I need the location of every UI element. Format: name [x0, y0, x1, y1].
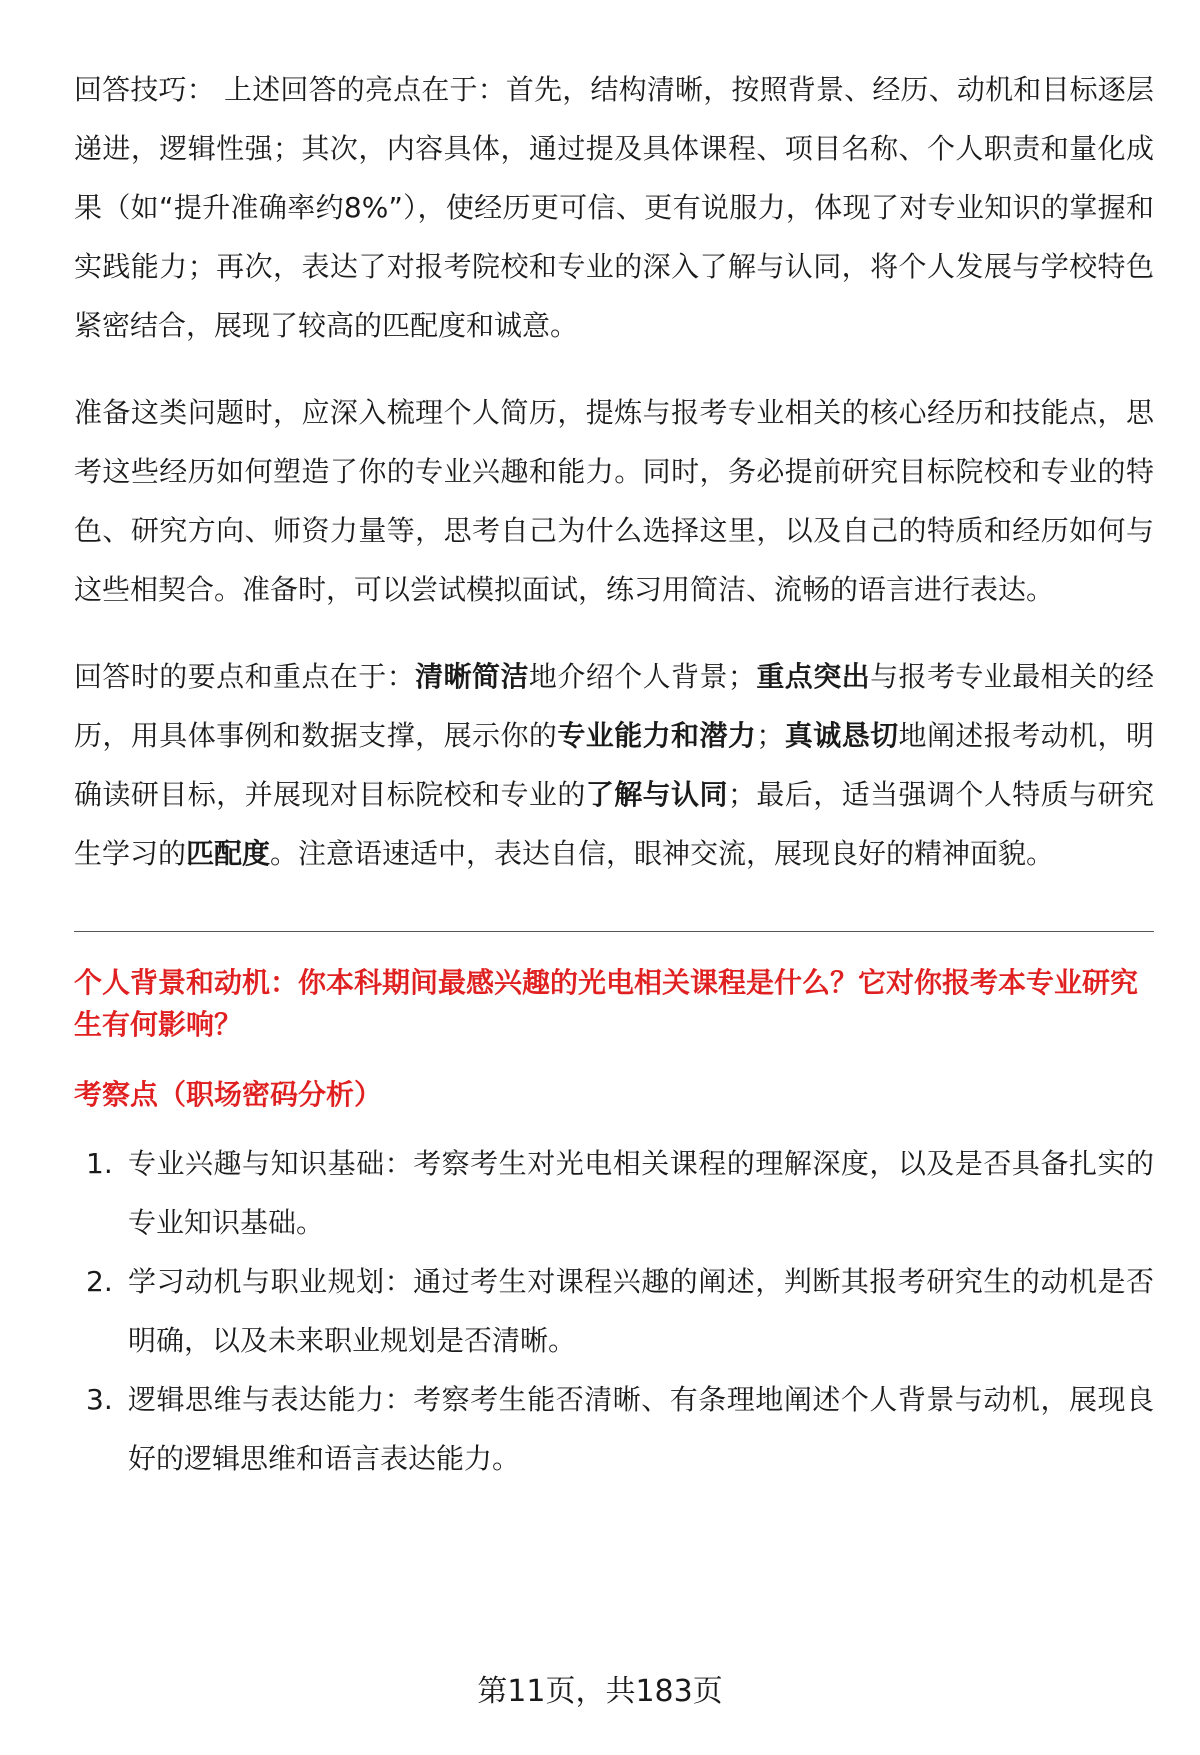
- list-item: [74, 1370, 1154, 1488]
- list-item: [74, 1134, 1154, 1252]
- key-points-bold-6: 匹配度: [186, 837, 271, 870]
- document-page: [74, 60, 1154, 1488]
- section-divider: [74, 931, 1154, 932]
- key-points-bold-4: 真诚恳切: [784, 719, 899, 752]
- list-item-text: 逻辑思维与表达能力：考察考生能否清晰、有条理地阐述个人背景与动机，展现良好的逻辑思维和语言表达能力。: [128, 1383, 1154, 1475]
- key-points-bold-2: 重点突出: [755, 660, 871, 693]
- key-points-text-5: 地阐述报考动机，明确读研目标，并展现对目标院校和专业的: [74, 719, 1154, 811]
- key-points-text-7: 。注意语速适中，表达自信，眼神交流，展现良好的精神面貌。: [270, 837, 1055, 870]
- list-item-number: 1.: [86, 1147, 113, 1180]
- analysis-heading: 考察点（职场密码分析）: [74, 1078, 383, 1111]
- list-item: [74, 1252, 1154, 1370]
- analysis-list: [74, 1134, 1154, 1488]
- key-points-text-4: ；: [756, 719, 785, 752]
- key-points-paragraph: [74, 647, 1154, 883]
- list-item-number: 2.: [86, 1265, 113, 1298]
- key-points-text-6: ；最后，适当强调个人特质与研究生学习的: [74, 778, 1154, 870]
- list-item-text: 学习动机与职业规划：通过考生对课程兴趣的阐述，判断其报考研究生的动机是否明确，以及未来职业规划是否清晰。: [128, 1265, 1154, 1357]
- tips-paragraph: 回答技巧： 上述回答的亮点在于：首先，结构清晰，按照背景、经历、动机和目标逐层递进，逻辑性强；其次，内容具体，通过提及具体课程、项目名称、个人职责和量化成果（如“提升准确率约8%”），使经历更可信、更有说服力，体现了对专业知识的掌握和实践能力；再次，表达了对报考院校和专业的深入了解与认同，将个人发展与学校特色紧密结合，展现了较高的匹配度和诚意。: [74, 73, 1154, 342]
- key-points-text-2: 地介绍个人背景；: [528, 660, 756, 693]
- preparation-paragraph: 准备这类问题时，应深入梳理个人简历，提炼与报考专业相关的核心经历和技能点，思考这些经历如何塑造了你的专业兴趣和能力。同时，务必提前研究目标院校和专业的特色、研究方向、师资力量等，思考自己为什么选择这里，以及自己的特质和经历如何与这些相契合。准备时，可以尝试模拟面试，练习用简洁、流畅的语言进行表达。: [74, 396, 1154, 606]
- question-heading: 个人背景和动机：你本科期间最感兴趣的光电相关课程是什么？它对你报考本专业研究生有何影响？: [74, 966, 1139, 1041]
- list-item-number: 3.: [86, 1383, 113, 1416]
- key-points-text-3: 与报考专业最相关的经历，用具体事例和数据支撑，展示你的: [74, 660, 1154, 752]
- page-number-footer: 第11页，共183页: [477, 1674, 723, 1709]
- key-points-bold-3: 专业能力和潜力: [557, 719, 757, 752]
- key-points-bold-1: 清晰简洁: [415, 660, 529, 693]
- key-points-text-1: 回答时的要点和重点在于：: [74, 660, 416, 693]
- list-item-text: 专业兴趣与知识基础：考察考生对光电相关课程的理解深度，以及是否具备扎实的专业知识基础。: [128, 1147, 1154, 1239]
- key-points-bold-5: 了解与认同: [585, 778, 728, 811]
